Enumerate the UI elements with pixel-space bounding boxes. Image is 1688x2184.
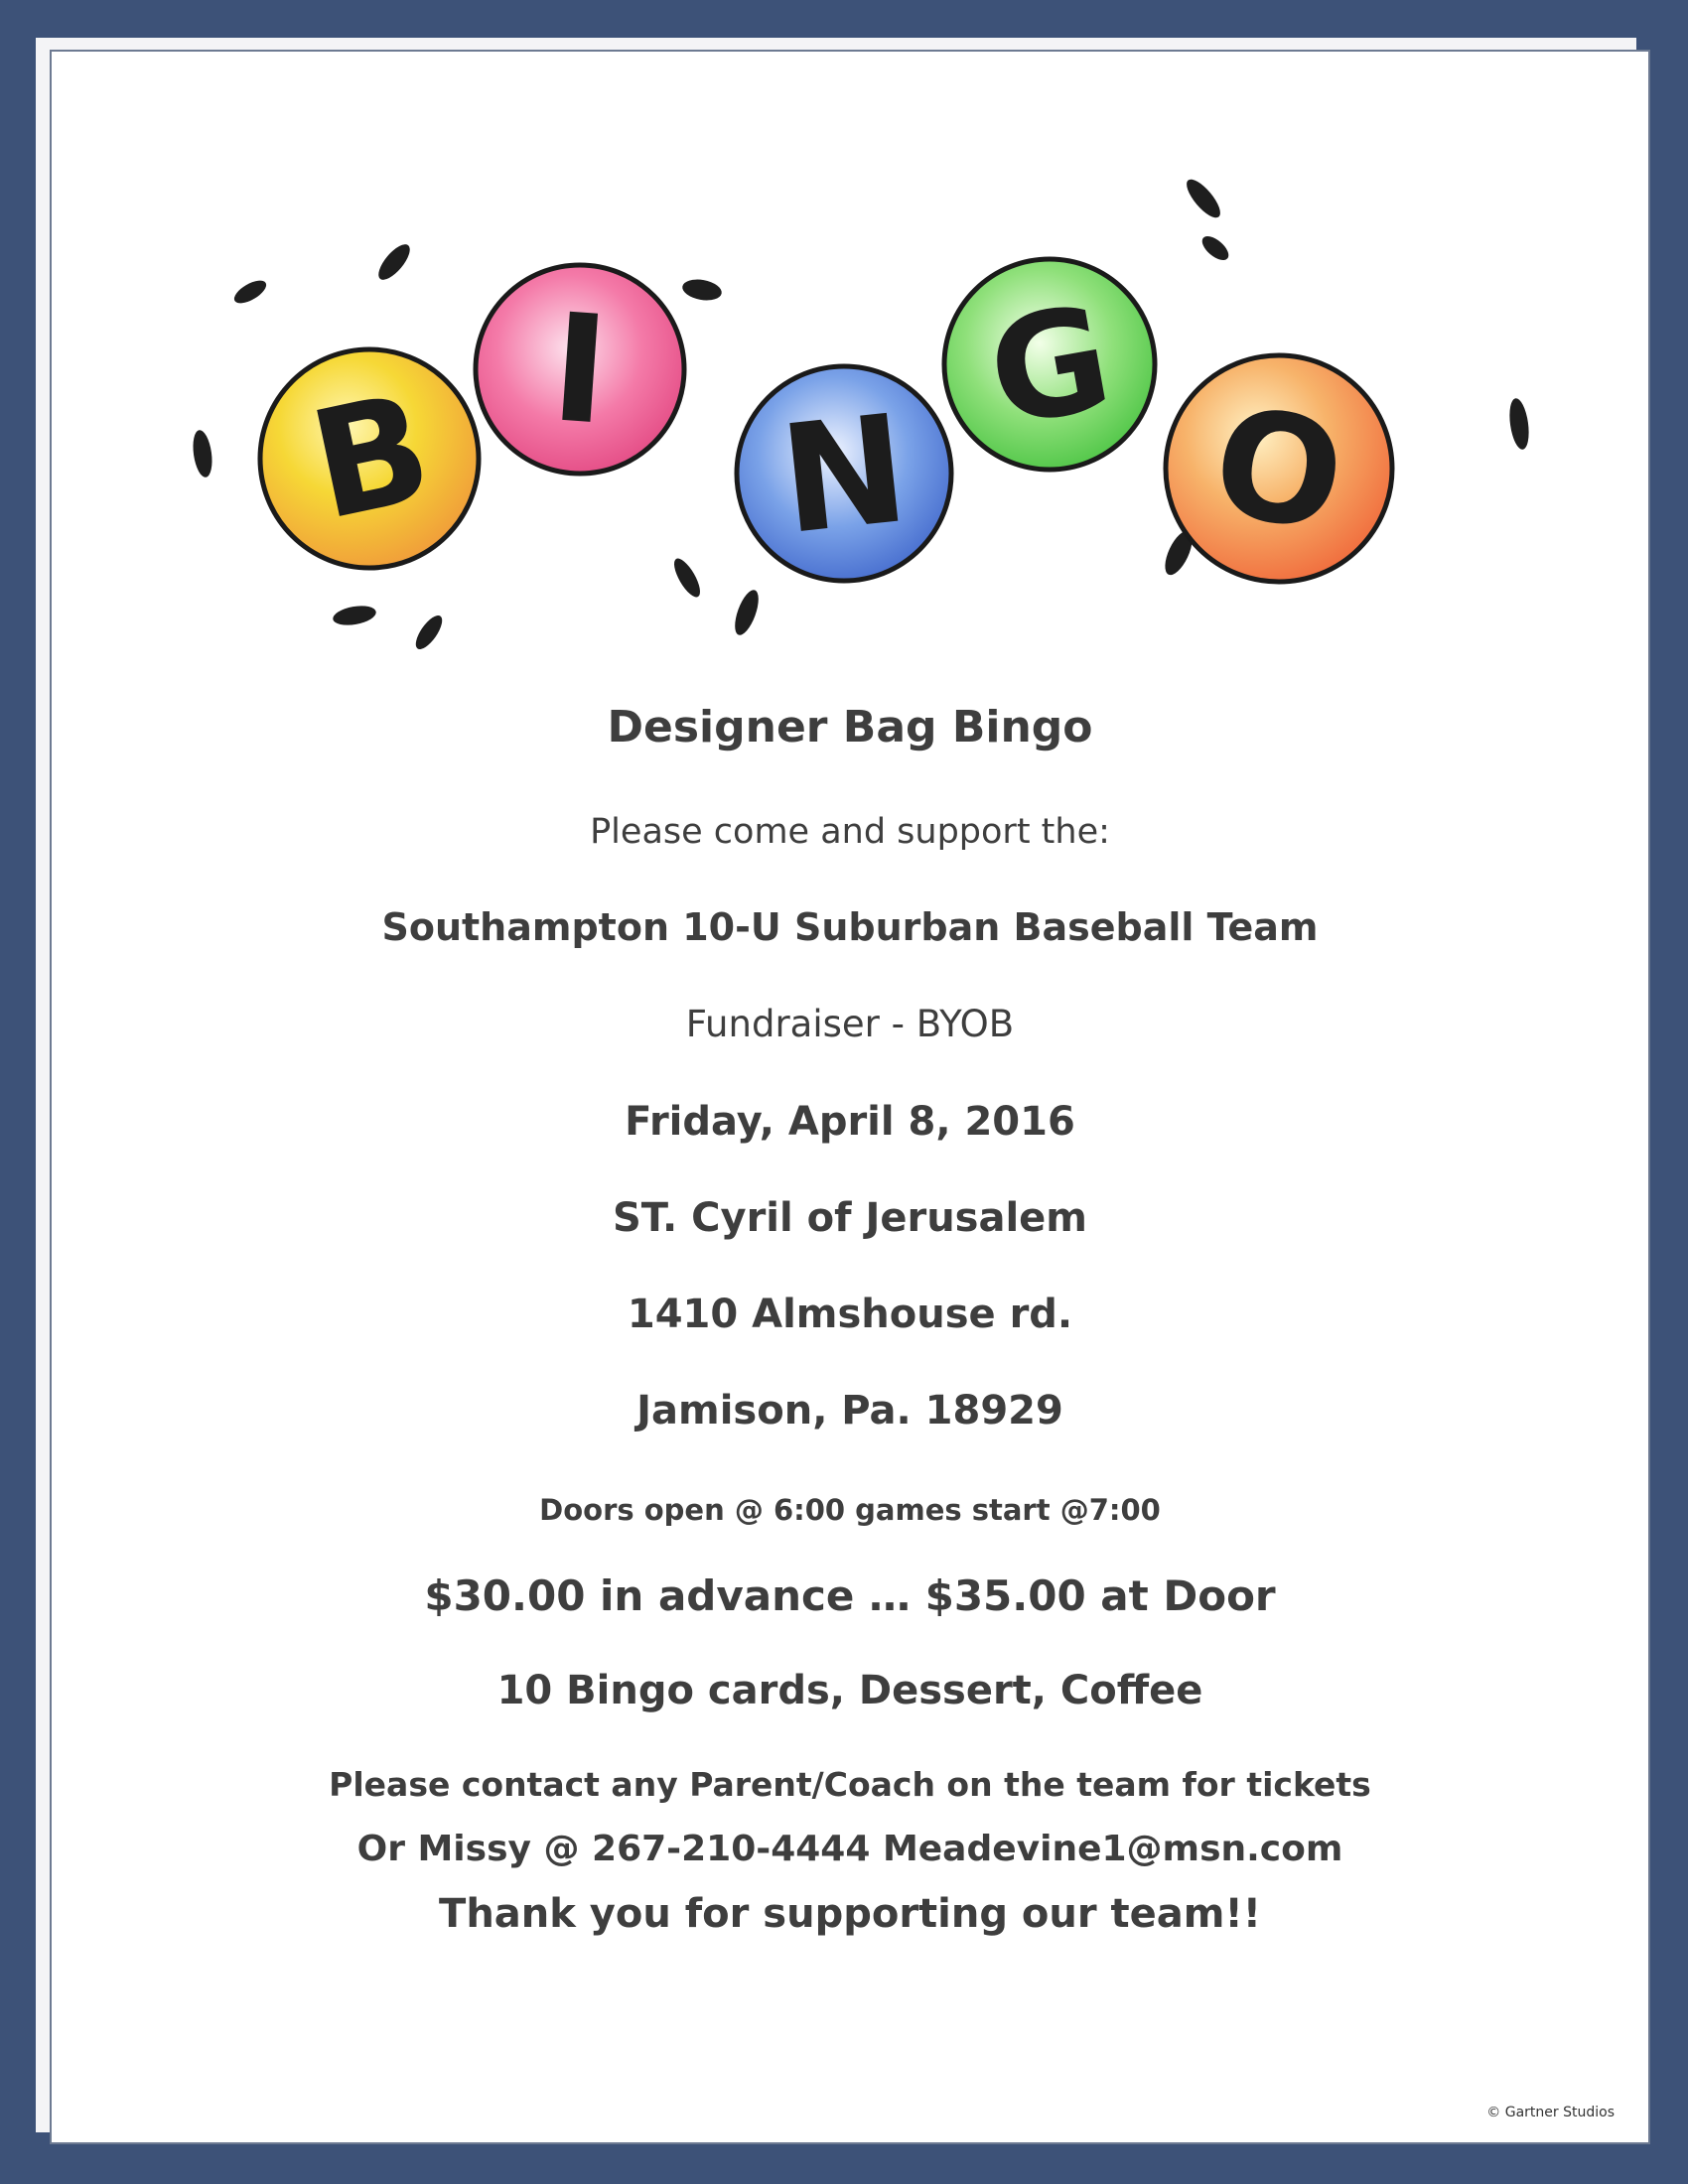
team-name: Southampton 10-U Suburban Baseball Team	[381, 905, 1319, 949]
ticket-price: $30.00 in advance … $35.00 at Door	[424, 1571, 1276, 1620]
bingo-logo	[52, 52, 1650, 727]
flyer-page	[50, 50, 1650, 2144]
intro-text: Please come and support the:	[590, 812, 1110, 852]
letter-n: N	[773, 382, 915, 569]
letter-g: G	[977, 273, 1123, 461]
venue-city: Jamison, Pa. 18929	[636, 1388, 1063, 1433]
letter-o: O	[1200, 374, 1356, 567]
copyright-notice: © Gartner Studios	[1486, 2105, 1615, 2120]
event-date: Friday, April 8, 2016	[625, 1099, 1075, 1145]
flyer-title: Designer Bag Bingo	[607, 702, 1093, 752]
included-items: 10 Bingo cards, Dessert, Coffee	[496, 1668, 1203, 1713]
event-times: Doors open @ 6:00 games start @7:00	[539, 1493, 1161, 1527]
contact-line-1: Please contact any Parent/Coach on the team for tickets	[329, 1765, 1371, 1804]
event-type: Fundraiser - BYOB	[685, 1003, 1015, 1045]
letter-i: I	[546, 282, 614, 459]
contact-line-2: Or Missy @ 267-210-4444 Meadevine1@msn.com	[356, 1829, 1343, 1869]
venue-name: ST. Cyril of Jerusalem	[613, 1195, 1087, 1241]
venue-street: 1410 Almshouse rd.	[627, 1292, 1073, 1337]
thank-you: Thank you for supporting our team!!	[439, 1891, 1261, 1937]
letter-b: B	[297, 361, 445, 555]
